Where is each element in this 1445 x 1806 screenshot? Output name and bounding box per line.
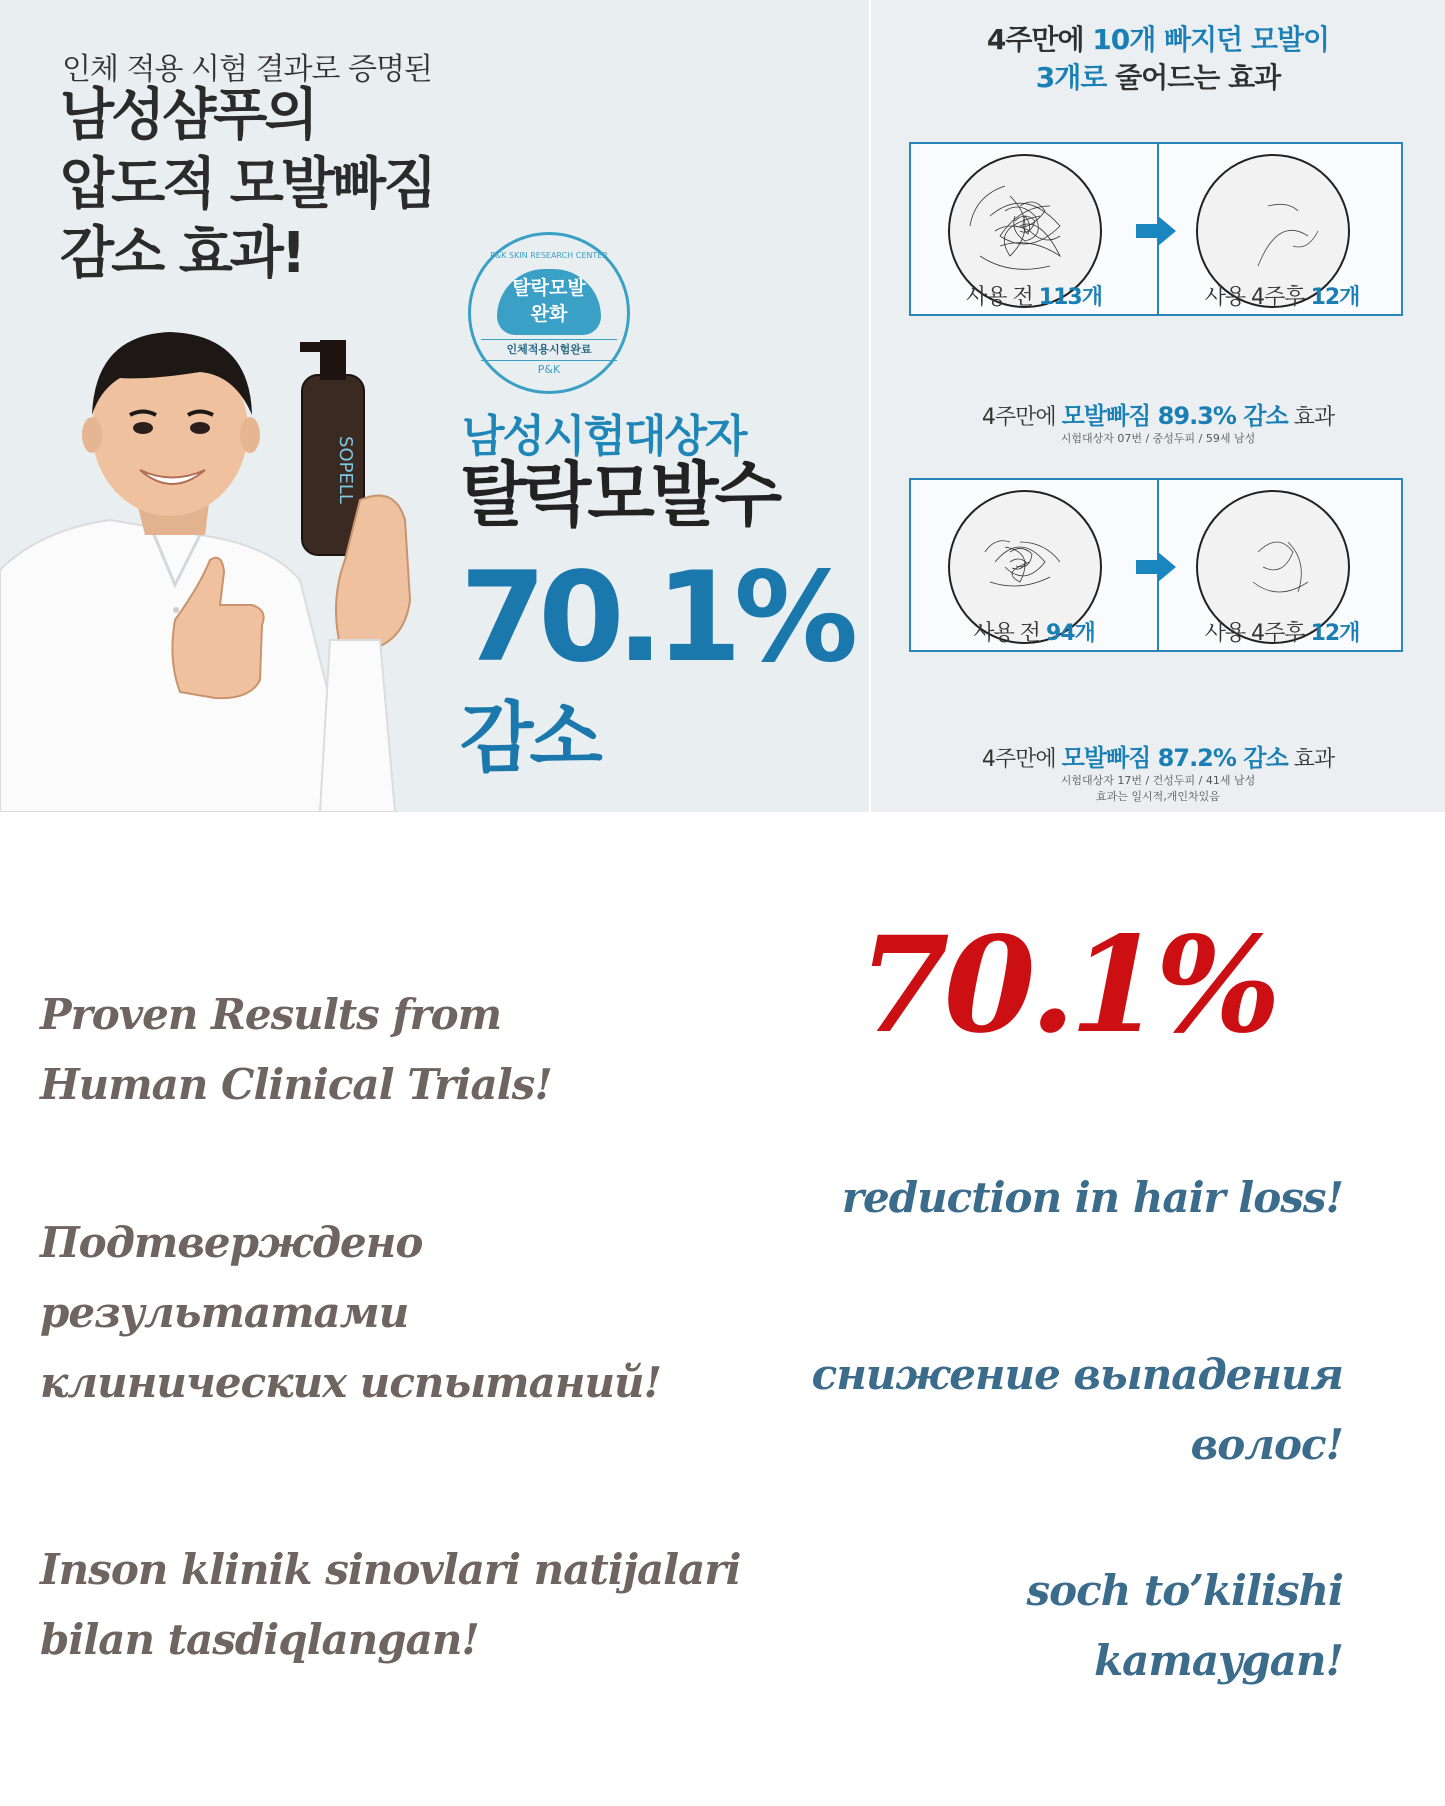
after-label: 사용 4주후 <box>1204 621 1311 646</box>
comparison-box-1 <box>909 142 1403 316</box>
after-count: 12개 <box>1310 621 1360 646</box>
disclaimer-note: 효과는 일시적,개인차있음 <box>1096 790 1220 803</box>
right-text-en <box>842 1163 1343 1233</box>
results-headline-2 <box>871 56 1445 96</box>
headline-2-highlight: 3개로 <box>1035 61 1107 94</box>
seal-ring-text: P&K SKIN RESEARCH CENTER <box>490 251 608 260</box>
left-en-line-1: Proven Results from <box>40 990 502 1039</box>
effect-post: 효과 <box>1287 405 1335 430</box>
left-ru-line-3: клинических испытаний! <box>40 1358 661 1407</box>
left-text-uz <box>40 1535 740 1675</box>
subject-label: 남성시험대상자 <box>462 411 746 462</box>
metric-label: 탈락모발수 <box>460 454 779 536</box>
model-with-shampoo-photo <box>0 320 440 812</box>
promo-subtitle: 인체 적용 시험 결과로 증명된 <box>62 52 432 87</box>
before-caption-2 <box>911 616 1157 647</box>
seal-band: 인체적용시험완료 <box>481 339 617 361</box>
arrow-right-icon <box>1136 552 1176 582</box>
promo-title-line-3: 감소 효과! <box>60 221 304 286</box>
headline-1-highlight: 10개 빠지던 모발이 <box>1092 23 1330 56</box>
big-red-percent: 70.1% <box>858 908 1275 1063</box>
left-uz-line-1: Inson klinik sinovlari natijalari <box>40 1545 741 1594</box>
right-text-ru <box>812 1340 1343 1480</box>
before-caption-1 <box>911 280 1157 311</box>
seal-line-1: 탈락모발 <box>512 277 586 299</box>
before-count: 94개 <box>1045 621 1095 646</box>
effect-pre: 4주만에 <box>981 405 1062 430</box>
left-uz-line-2: bilan tasdiqlangan! <box>40 1615 479 1664</box>
results-headline-1 <box>871 18 1445 58</box>
headline-2-post: 줄어드는 효과 <box>1106 61 1281 94</box>
seal-mark: P&K <box>537 363 561 376</box>
effect-line-2 <box>871 738 1445 773</box>
right-text-uz <box>1026 1556 1343 1696</box>
before-count: 113개 <box>1038 285 1102 310</box>
after-caption-2 <box>1159 616 1405 647</box>
promo-title-line-2: 압도적 모발빠짐 <box>60 152 435 217</box>
promo-left-panel <box>0 0 869 812</box>
after-count: 12개 <box>1310 285 1360 310</box>
before-label: 사용 전 <box>973 621 1046 646</box>
reduction-word: 감소 <box>460 693 599 782</box>
subject-note-2: 시험대상자 17번 / 건성두피 / 41세 남성 <box>1060 774 1256 787</box>
left-ru-line-2: результатами <box>40 1288 409 1337</box>
after-label: 사용 4주후 <box>1204 285 1311 310</box>
promo-title-line-1: 남성샴푸의 <box>60 83 316 148</box>
effect-pre: 4주만에 <box>981 747 1062 772</box>
right-ru-line-2: волос! <box>1190 1420 1343 1469</box>
effect-highlight: 모발빠짐 87.2% 감소 <box>1061 744 1288 772</box>
arrow-right-icon <box>1136 216 1176 246</box>
right-uz-line-1: soch to’kilishi <box>1026 1566 1343 1615</box>
comparison-box-2 <box>909 478 1403 652</box>
after-caption-1 <box>1159 280 1405 311</box>
bottle-label: SOPELL <box>335 436 356 504</box>
left-ru-line-1: Подтверждено <box>40 1218 423 1267</box>
right-en-line: reduction in hair loss! <box>841 1173 1343 1222</box>
reduction-percent: 70.1% <box>460 546 851 690</box>
effect-post: 효과 <box>1287 747 1335 772</box>
seal-line-2: 완화 <box>530 303 568 325</box>
seal-inner <box>497 269 601 335</box>
results-right-panel <box>871 0 1445 812</box>
before-label: 사용 전 <box>966 285 1039 310</box>
left-en-line-2: Human Clinical Trials! <box>40 1060 552 1109</box>
left-text-en <box>40 980 552 1120</box>
research-center-seal <box>468 232 630 394</box>
headline-1-pre: 4주만에 <box>986 23 1093 56</box>
effect-highlight: 모발빠짐 89.3% 감소 <box>1061 402 1288 430</box>
subject-note-1: 시험대상자 07번 / 중성두피 / 59세 남성 <box>1060 432 1256 445</box>
left-text-ru <box>40 1208 661 1418</box>
right-uz-line-2: kamaygan! <box>1094 1636 1343 1685</box>
effect-line-1 <box>871 396 1445 431</box>
right-ru-line-1: снижение выпадения <box>811 1350 1343 1399</box>
